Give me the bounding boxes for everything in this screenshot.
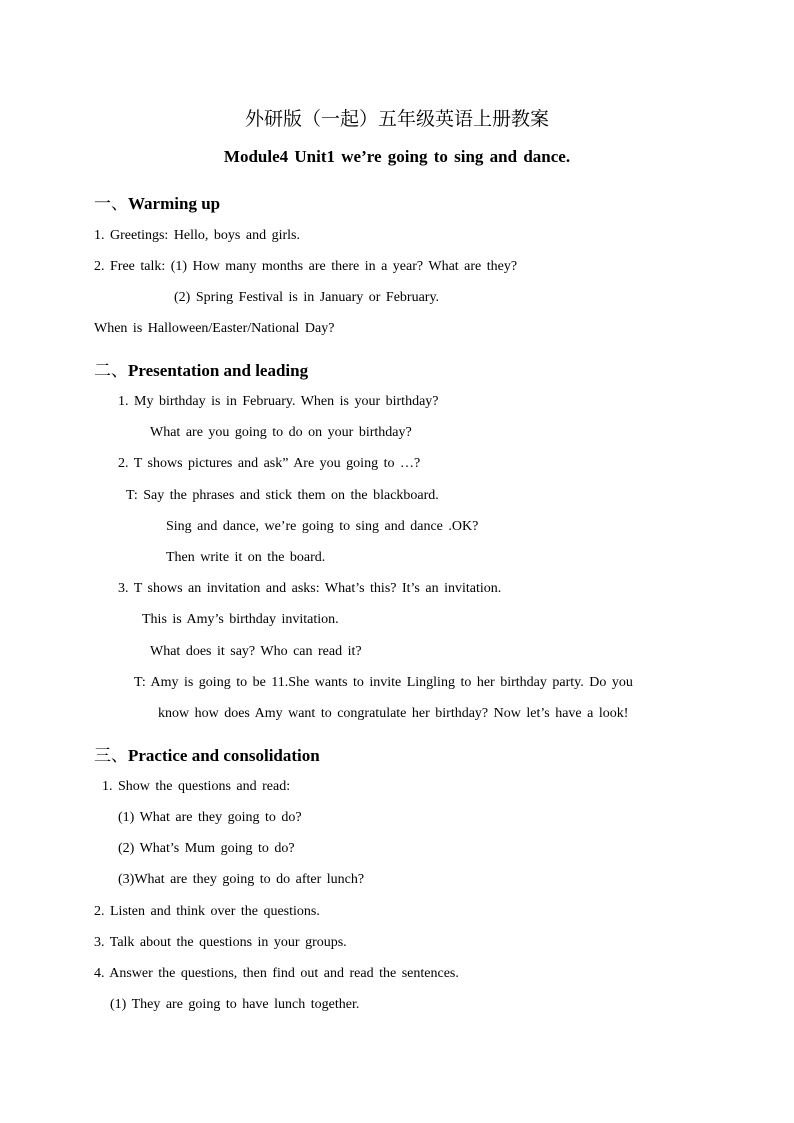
- text-line: 1. Greetings: Hello, boys and girls.: [94, 228, 300, 243]
- text-line: What are you going to do on your birthday?: [150, 425, 412, 440]
- section-number: 二、: [94, 361, 128, 381]
- section-heading-text: Warming up: [128, 194, 221, 213]
- text-line: This is Amy’s birthday invitation.: [142, 612, 339, 627]
- text-line: 1. Show the questions and read:: [102, 779, 291, 794]
- text-line: (1) They are going to have lunch together.: [110, 997, 360, 1012]
- section-number: 三、: [94, 746, 128, 766]
- text-line: 1. My birthday is in February. When is your birthday?: [118, 394, 439, 409]
- text-line: 2. Listen and think over the questions.: [94, 904, 320, 919]
- section-heading-text: Practice and consolidation: [128, 746, 320, 765]
- text-line: 4. Answer the questions, then find out and read the sentences.: [94, 966, 459, 981]
- document-title: 外研版（一起）五年级英语上册教案: [244, 108, 549, 130]
- section-heading-warming-up: [94, 189, 220, 214]
- text-line: (2) Spring Festival is in January or February.: [174, 290, 440, 305]
- text-line: Then write it on the board.: [166, 550, 326, 565]
- text-line: (1) What are they going to do?: [118, 810, 302, 825]
- section-heading-presentation: [94, 356, 308, 381]
- text-line: know how does Amy want to congratulate her birthday? Now let’s have a look!: [158, 706, 629, 721]
- section-heading-practice: [94, 741, 320, 766]
- text-line: T: Say the phrases and stick them on the blackboard.: [126, 488, 439, 503]
- text-line: When is Halloween/Easter/National Day?: [94, 321, 335, 336]
- text-line: (2) What’s Mum going to do?: [118, 841, 295, 856]
- section-heading-text: Presentation and leading: [128, 361, 309, 380]
- text-line: What does it say? Who can read it?: [150, 644, 362, 659]
- text-line: 2. Free talk: (1) How many months are there in a year? What are they?: [94, 259, 518, 274]
- text-line: (3)What are they going to do after lunch?: [118, 872, 365, 887]
- text-line: Sing and dance, we’re going to sing and dance .OK?: [166, 519, 479, 534]
- text-line: 2. T shows pictures and ask” Are you going to …?: [118, 456, 421, 471]
- text-line: 3. Talk about the questions in your groups.: [94, 935, 347, 950]
- document-subtitle: Module4 Unit1 we’re going to sing and dance.: [223, 147, 571, 166]
- text-line: T: Amy is going to be 11.She wants to invite Lingling to her birthday party. Do you: [134, 675, 633, 690]
- text-line: 3. T shows an invitation and asks: What’s this? It’s an invitation.: [118, 581, 502, 596]
- section-number: 一、: [94, 194, 128, 214]
